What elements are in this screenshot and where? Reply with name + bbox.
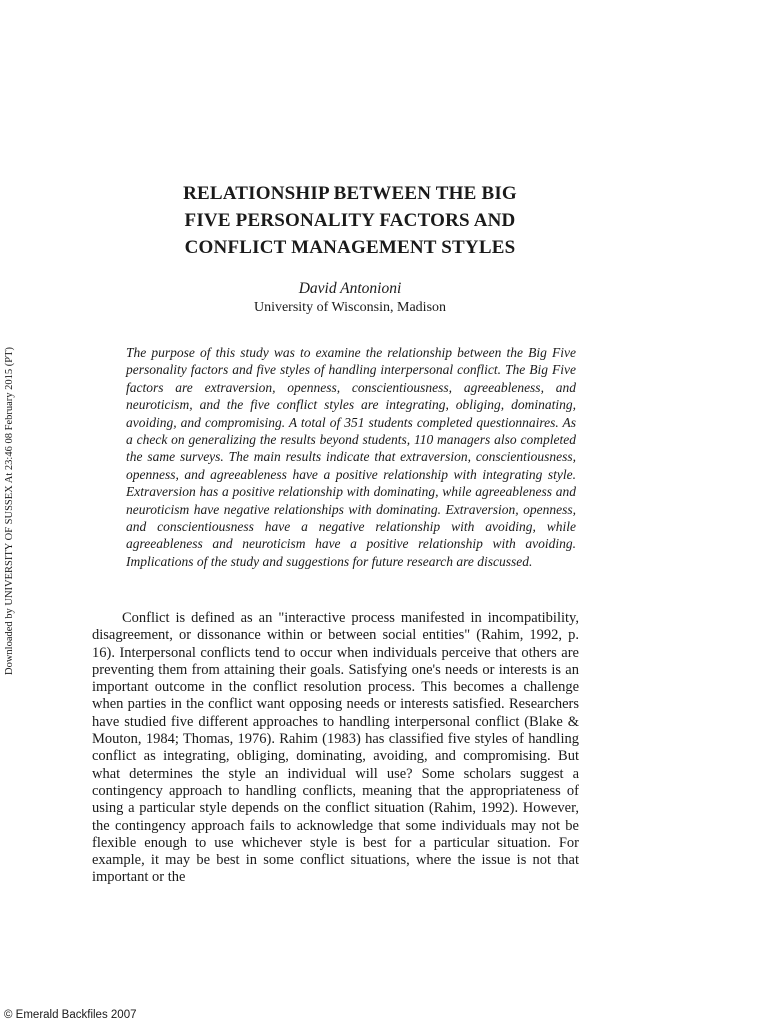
author-affiliation: University of Wisconsin, Madison [253, 300, 447, 315]
abstract: The purpose of this study was to examine the relationship between the Big Five personality factors and five styles of handling interpersonal conflict. The Big Five factors are extraversion, openness, conscientiousness, agreeableness, and neuroticism, and the five conflict styles are integrating, obliging, dominating, avoiding, and compromising. A total of 351 students completed questionnaires. As a check on generalizing the results beyond students, 110 managers also completed the same surveys. The main results indicate that extraversion, conscientiousness, openness, and agreeableness have a positive relationship with integrating style. Extraversion has a positive relationship with dominating, while agreeableness and neuroticism have negative relationships with dominating. Extraversion, openness, and conscientiousness have a negative relationship with avoiding, while agreeableness and neuroticism have a positive relationship with avoiding. Implications of the study and suggestions for future research are discussed. [126, 345, 576, 569]
body-paragraph: Conflict is defined as an "interactive process manifested in incompatibility, disagreement, or dissonance within or between social entities" (Rahim, 1992, p. 16). Interpersonal conflicts tend to occur when individuals perceive that others are preventing them from attaining their goals. Satisfying one's needs or interests is an important outcome in the conflict resolution process. This becomes a challenge when parties in the conflict want opposing needs or interests satisfied. Researchers have studied five different approaches to handling interpersonal conflict (Blake & Mouton, 1984; Thomas, 1976). Rahim (1983) has classified five styles of handling conflict as integrating, obliging, dominating, avoiding, and compromising. But what determines the style an individual will use? Some scholars suggest a contingency approach to handling conflicts, meaning that the appropriateness of using a particular style depends on the conflict situation (Rahim, 1992). However, the contingency approach fails to acknowledge that some individuals may not be flexible enough to use whichever style is best for a particular situation. For example, it may be best in some conflict situations, where the issue is not that important or the [92, 610, 579, 886]
author-name: David Antonioni [298, 280, 402, 297]
download-watermark [3, 331, 17, 691]
download-watermark-text: Downloaded by UNIVERSITY OF SUSSEX At 23:46 08 February 2015 (PT) [4, 346, 15, 676]
article-title [120, 180, 580, 261]
copyright-footer: © Emerald Backfiles 2007 [4, 1009, 137, 1021]
title-line: CONFLICT MANAGEMENT STYLES [184, 237, 516, 258]
title-line: FIVE PERSONALITY FACTORS AND [184, 210, 516, 231]
title-line: RELATIONSHIP BETWEEN THE BIG [183, 183, 517, 204]
